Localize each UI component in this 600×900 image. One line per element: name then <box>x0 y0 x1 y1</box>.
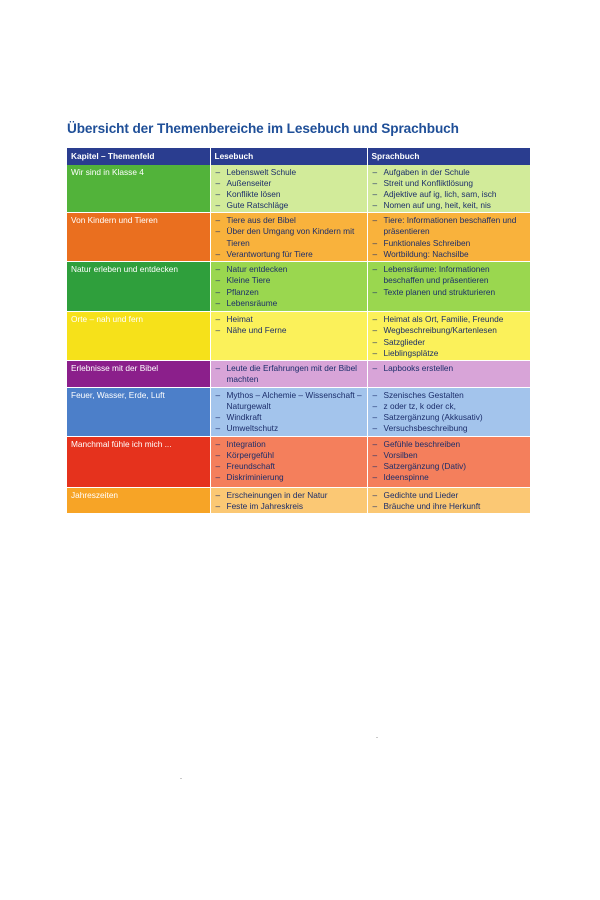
list-item: – Tiere aus der Bibel <box>215 215 363 226</box>
list-item: – Heimat <box>215 314 363 325</box>
list-item: – Windkraft <box>215 412 363 423</box>
sprachbuch-cell <box>367 436 530 487</box>
table-header-row <box>67 148 530 165</box>
table-row <box>67 312 530 360</box>
chapter-cell: Wir sind in Klasse 4 <box>67 165 210 213</box>
list-item: – Vorsilben <box>372 450 527 461</box>
lesebuch-list <box>215 215 363 259</box>
scan-artifact <box>376 737 378 738</box>
sprachbuch-list <box>372 390 527 434</box>
list-item: – Freundschaft <box>215 461 363 472</box>
chapter-cell: Feuer, Wasser, Erde, Luft <box>67 387 210 436</box>
lesebuch-list <box>215 390 363 434</box>
header-chapter: Kapitel – Themenfeld <box>67 148 210 165</box>
lesebuch-cell <box>210 165 367 213</box>
list-item: – Gefühle beschreiben <box>372 439 527 450</box>
table-row <box>67 487 530 513</box>
list-item: – Mythos – Alchemie – Wissenschaft – Naturgewalt <box>215 390 363 412</box>
list-item: – Szenisches Gestalten <box>372 390 527 401</box>
list-item: – Außenseiter <box>215 178 363 189</box>
sprachbuch-cell <box>367 360 530 387</box>
list-item: – Heimat als Ort, Familie, Freunde <box>372 314 527 325</box>
sprachbuch-cell <box>367 312 530 360</box>
list-item: – Wortbildung: Nachsilbe <box>372 249 527 260</box>
list-item: – Gute Ratschläge <box>215 200 363 211</box>
table-row <box>67 436 530 487</box>
lesebuch-list <box>215 363 363 385</box>
list-item: – Lebenswelt Schule <box>215 167 363 178</box>
table-row <box>67 387 530 436</box>
sprachbuch-list <box>372 264 527 297</box>
list-item: – Erscheinungen in der Natur <box>215 490 363 501</box>
list-item: – Versuchsbeschreibung <box>372 423 527 434</box>
page-title: Übersicht der Themenbereiche im Lesebuch und Sprachbuch <box>67 121 459 136</box>
chapter-cell: Natur erleben und entdecken <box>67 262 210 312</box>
lesebuch-cell <box>210 312 367 360</box>
table-row <box>67 165 530 213</box>
list-item: – z oder tz, k oder ck, <box>372 401 527 412</box>
list-item: – Aufgaben in der Schule <box>372 167 527 178</box>
sprachbuch-list <box>372 314 527 358</box>
list-item: – Kleine Tiere <box>215 275 363 286</box>
sprachbuch-cell <box>367 387 530 436</box>
chapter-cell: Jahreszeiten <box>67 487 210 513</box>
sprachbuch-cell <box>367 487 530 513</box>
sprachbuch-list <box>372 363 527 374</box>
lesebuch-list <box>215 490 363 512</box>
sprachbuch-cell <box>367 213 530 262</box>
lesebuch-list <box>215 439 363 483</box>
lesebuch-list <box>215 314 363 336</box>
lesebuch-cell <box>210 387 367 436</box>
table-row <box>67 360 530 387</box>
list-item: – Texte planen und strukturieren <box>372 287 527 298</box>
list-item: – Satzglieder <box>372 337 527 348</box>
list-item: – Körpergefühl <box>215 450 363 461</box>
list-item: – Bräuche und ihre Herkunft <box>372 501 527 512</box>
list-item: – Satzergänzung (Dativ) <box>372 461 527 472</box>
lesebuch-cell <box>210 487 367 513</box>
list-item: – Satzergänzung (Akkusativ) <box>372 412 527 423</box>
list-item: – Feste im Jahreskreis <box>215 501 363 512</box>
list-item: – Nähe und Ferne <box>215 325 363 336</box>
lesebuch-cell <box>210 360 367 387</box>
table-row <box>67 213 530 262</box>
lesebuch-cell <box>210 262 367 312</box>
sprachbuch-list <box>372 439 527 483</box>
list-item: – Wegbeschreibung/Kartenlesen <box>372 325 527 336</box>
list-item: – Verantwortung für Tiere <box>215 249 363 260</box>
list-item: – Natur entdecken <box>215 264 363 275</box>
scan-artifact <box>180 778 182 779</box>
list-item: – Über den Umgang von Kindern mit Tieren <box>215 226 363 248</box>
lesebuch-list <box>215 264 363 308</box>
list-item: – Pflanzen <box>215 287 363 298</box>
chapter-cell: Erlebnisse mit der Bibel <box>67 360 210 387</box>
overview-table <box>67 148 530 514</box>
list-item: – Lieblingsplätze <box>372 348 527 359</box>
list-item: – Funktionales Schreiben <box>372 238 527 249</box>
list-item: – Ideenspinne <box>372 472 527 483</box>
header-lesebuch: Lesebuch <box>210 148 367 165</box>
sprachbuch-cell <box>367 262 530 312</box>
list-item: – Lapbooks erstellen <box>372 363 527 374</box>
lesebuch-cell <box>210 213 367 262</box>
list-item: – Leute die Erfahrungen mit der Bibel machten <box>215 363 363 385</box>
sprachbuch-list <box>372 215 527 259</box>
list-item: – Streit und Konfliktlösung <box>372 178 527 189</box>
list-item: – Umweltschutz <box>215 423 363 434</box>
list-item: – Gedichte und Lieder <box>372 490 527 501</box>
list-item: – Konflikte lösen <box>215 189 363 200</box>
table-body <box>67 165 530 513</box>
list-item: – Adjektive auf ig, lich, sam, isch <box>372 189 527 200</box>
lesebuch-cell <box>210 436 367 487</box>
list-item: – Lebensräume <box>215 298 363 309</box>
chapter-cell: Orte – nah und fern <box>67 312 210 360</box>
chapter-cell: Manchmal fühle ich mich ... <box>67 436 210 487</box>
list-item: – Diskriminierung <box>215 472 363 483</box>
list-item: – Nomen auf ung, heit, keit, nis <box>372 200 527 211</box>
sprachbuch-list <box>372 167 527 211</box>
list-item: – Tiere: Informationen beschaffen und präsentieren <box>372 215 527 237</box>
chapter-cell: Von Kindern und Tieren <box>67 213 210 262</box>
sprachbuch-list <box>372 490 527 512</box>
sprachbuch-cell <box>367 165 530 213</box>
list-item: – Integration <box>215 439 363 450</box>
table-row <box>67 262 530 312</box>
lesebuch-list <box>215 167 363 211</box>
header-sprachbuch: Sprachbuch <box>367 148 530 165</box>
list-item: – Lebensräume: Informationen beschaffen und präsentieren <box>372 264 527 286</box>
